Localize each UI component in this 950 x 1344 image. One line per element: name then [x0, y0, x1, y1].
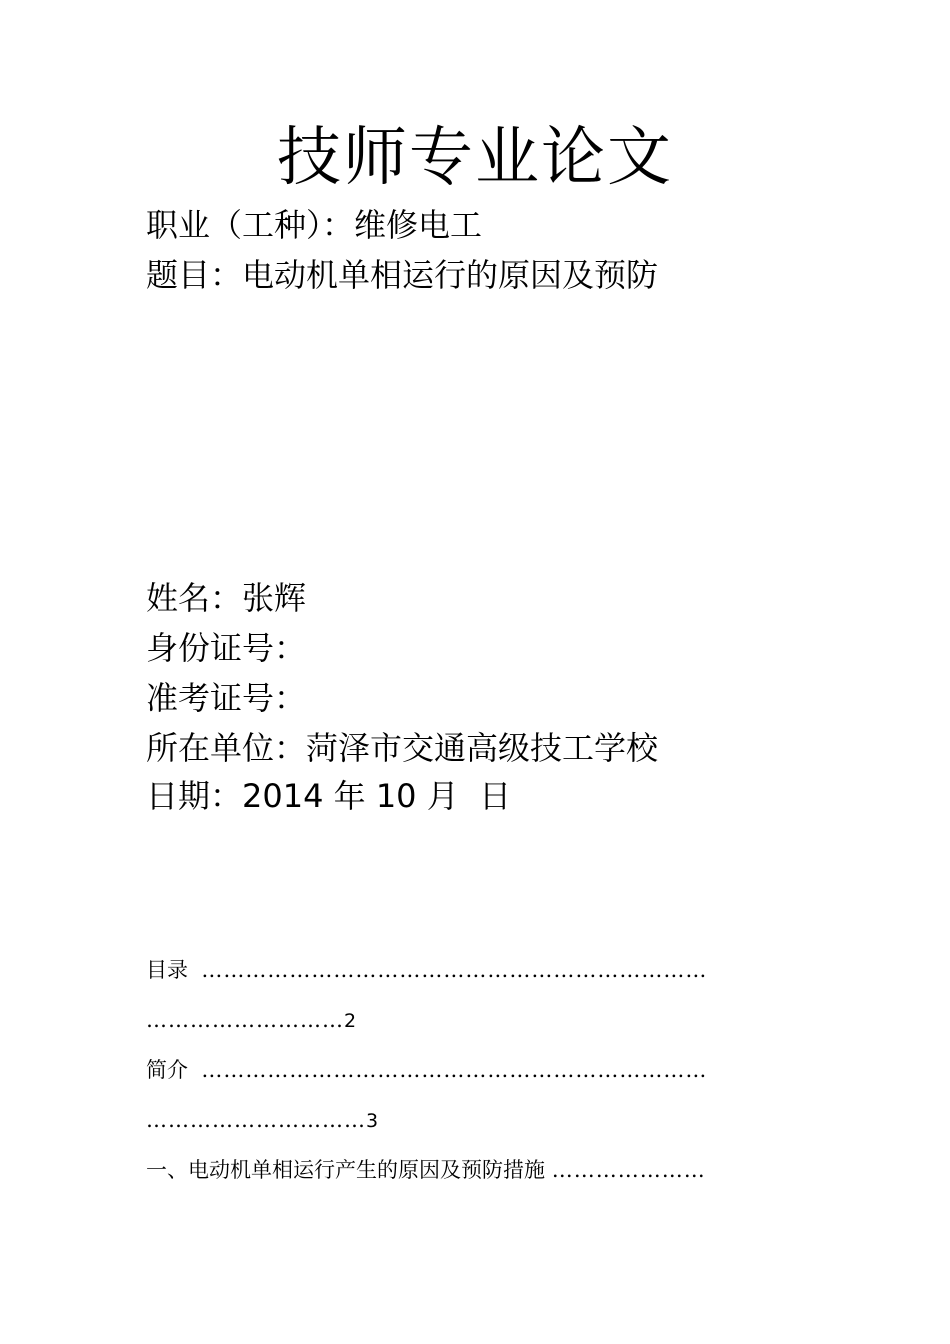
date-month: 10: [375, 777, 417, 815]
date-year: 2014: [242, 777, 324, 815]
employer-line: 所在单位：菏泽市交通高级技工学校: [146, 729, 659, 767]
date-label: 日期：: [146, 777, 243, 815]
toc-page-number: 3: [366, 1110, 379, 1132]
id-number-line: 身份证号：: [146, 629, 307, 667]
topic-line: 题目：电动机单相运行的原因及预防: [146, 256, 659, 294]
toc-item-introduction-continuation[interactable]: [146, 1105, 378, 1136]
toc-item-label: 目录: [146, 958, 188, 982]
toc-item-label: 一、电动机单相运行产生的原因及预防措施: [146, 1158, 545, 1182]
toc-item-label: 简介: [146, 1058, 188, 1082]
toc-leader-dots: …………………: [551, 1158, 706, 1182]
toc-leader-dots: …………………………: [146, 1108, 366, 1132]
toc-leader-dots: ……………………………………………………………: [201, 958, 708, 982]
date-line: [146, 776, 511, 816]
toc-item-chapter-one[interactable]: [146, 1155, 706, 1185]
toc-item-introduction[interactable]: [146, 1055, 707, 1085]
date-day-unit: 日: [479, 777, 512, 815]
toc-leader-dots: ……………………………………………………………: [201, 1058, 708, 1082]
toc-leader-dots: ………………………: [146, 1008, 344, 1032]
occupation-line: 职业（工种）：维修电工: [146, 206, 483, 244]
exam-number-line: 准考证号：: [146, 679, 307, 717]
toc-page-number: 2: [344, 1010, 357, 1032]
date-year-unit: 年: [333, 777, 366, 815]
toc-item-contents[interactable]: [146, 955, 707, 985]
name-line: 姓名：张辉: [146, 579, 307, 617]
document-title: 技师专业论文: [277, 121, 673, 195]
date-month-unit: 月: [426, 777, 459, 815]
toc-item-contents-continuation[interactable]: [146, 1005, 356, 1036]
